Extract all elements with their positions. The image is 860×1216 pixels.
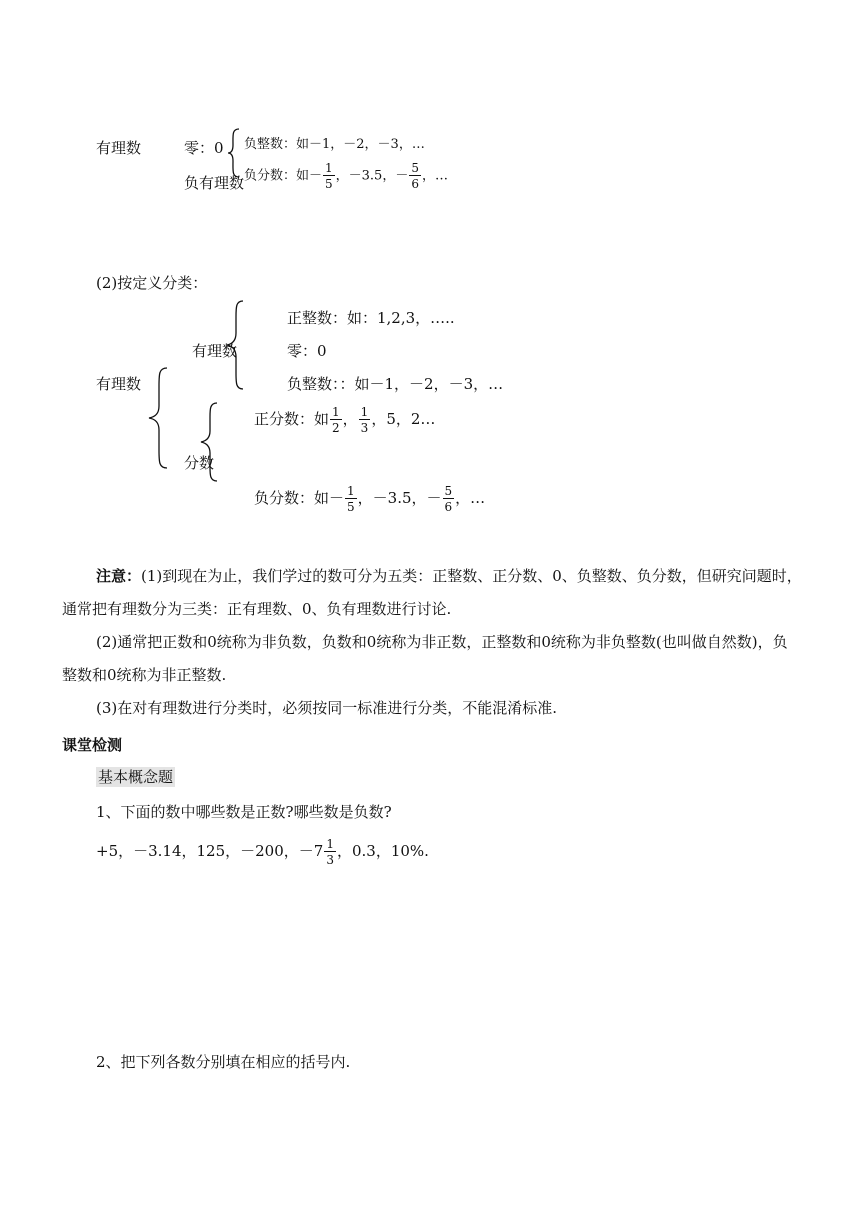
fraction-1-5	[323, 162, 335, 190]
note-label: 注意：	[96, 567, 142, 585]
tree2-neg-frac-suffix: ，…	[455, 489, 486, 507]
tree2-neg-frac-prefix: 负分数：如－	[254, 489, 345, 507]
tree2-fraction: 分数	[184, 454, 215, 472]
tree1-neg-frac-prefix: 负分数：如－	[244, 168, 323, 184]
fraction-denominator: 6	[444, 500, 453, 514]
tree2-root-brace	[147, 366, 169, 470]
section-title: 课堂检测	[62, 736, 123, 754]
tree1-neg-int: 负整数：如－1，－2，－3，…	[244, 137, 425, 152]
section2-title: (2)按定义分类：	[96, 274, 208, 292]
note-text-1: (1)到现在为止，我们学过的数可分为五类：正整数、正分数、0、负整数、负分数，但研究问题时，通常把有理数分为三类：正有理数、0、负有理数进行讨论.	[62, 567, 802, 618]
tree2-zero: 零：0	[287, 342, 327, 360]
fraction-5-6	[443, 485, 455, 513]
fraction-numerator: 1	[332, 405, 340, 419]
fraction-numerator: 1	[325, 161, 333, 175]
question-2: 2、把下列各数分别填在相应的括号内.	[96, 1053, 351, 1071]
tree1-zero: 零：0	[184, 139, 224, 157]
tree2-pos-frac-sep: ，	[342, 410, 358, 428]
note-paragraph-3	[62, 692, 802, 725]
fraction-numerator: 5	[411, 161, 419, 175]
tree1-neg-rational: 负有理数	[184, 174, 245, 192]
tree2-pos-frac-suffix: ，5，2…	[371, 410, 436, 428]
tree1-brace	[227, 127, 241, 179]
fraction-1-3	[359, 406, 371, 434]
tree2-pos-frac-prefix: 正分数：如	[254, 410, 330, 428]
mixed-fraction-1-3	[324, 838, 336, 866]
tree1-neg-frac	[244, 162, 448, 190]
fraction-numerator: 5	[444, 484, 453, 498]
fraction-denominator: 3	[326, 853, 334, 867]
q1-numbers-suffix: ，0.3，10%.	[336, 842, 429, 860]
tree1-neg-frac-mid: ，－3.5，－	[335, 168, 409, 184]
fraction-denominator: 3	[360, 421, 369, 435]
fraction-1-5	[345, 485, 357, 513]
q1-numbers-prefix: +5，－3.14，125，－200，－7	[96, 842, 324, 860]
tree2-neg-frac-mid: ，－3.5，－	[357, 489, 442, 507]
fraction-denominator: 5	[325, 177, 333, 191]
tree2-integer: 有理数	[192, 342, 238, 360]
section-subtitle	[96, 770, 175, 785]
tree2-pos-int: 正整数：如：1,2,3，…..	[287, 309, 455, 327]
fraction-numerator: 1	[326, 837, 334, 851]
tree1-root: 有理数	[96, 139, 142, 157]
section-subtitle-text: 基本概念题	[98, 768, 174, 786]
question-1: 1、下面的数中哪些数是正数?哪些数是负数?	[96, 803, 392, 821]
fraction-denominator: 5	[347, 500, 355, 514]
note-text-3: (3)在对有理数进行分类时，必须按同一标准进行分类，不能混淆标准.	[96, 699, 558, 717]
tree2-fraction-brace	[199, 401, 219, 483]
tree2-pos-frac	[254, 406, 435, 434]
fraction-numerator: 1	[347, 484, 355, 498]
tree1-neg-frac-suffix: ，…	[421, 168, 448, 184]
fraction-denominator: 6	[411, 177, 419, 191]
tree2-root: 有理数	[96, 375, 142, 393]
tree2-integer-brace	[225, 299, 245, 391]
question-1-numbers	[96, 838, 429, 866]
note-text-2: (2)通常把正数和0统称为非负数，负数和0统称为非正数，正整数和0统称为非负整数(也叫做自然数)，负整数和0统称为非正整数.	[62, 633, 788, 684]
note-paragraph-2	[62, 626, 802, 692]
fraction-1-2	[330, 406, 342, 434]
fraction-numerator: 1	[360, 405, 369, 419]
note-paragraph-1	[62, 560, 802, 626]
tree2-neg-frac	[254, 485, 485, 513]
tree2-neg-int: 负整数：：如－1，－2，－3，…	[287, 375, 504, 393]
fraction-denominator: 2	[332, 421, 340, 435]
fraction-5-6	[409, 162, 421, 190]
